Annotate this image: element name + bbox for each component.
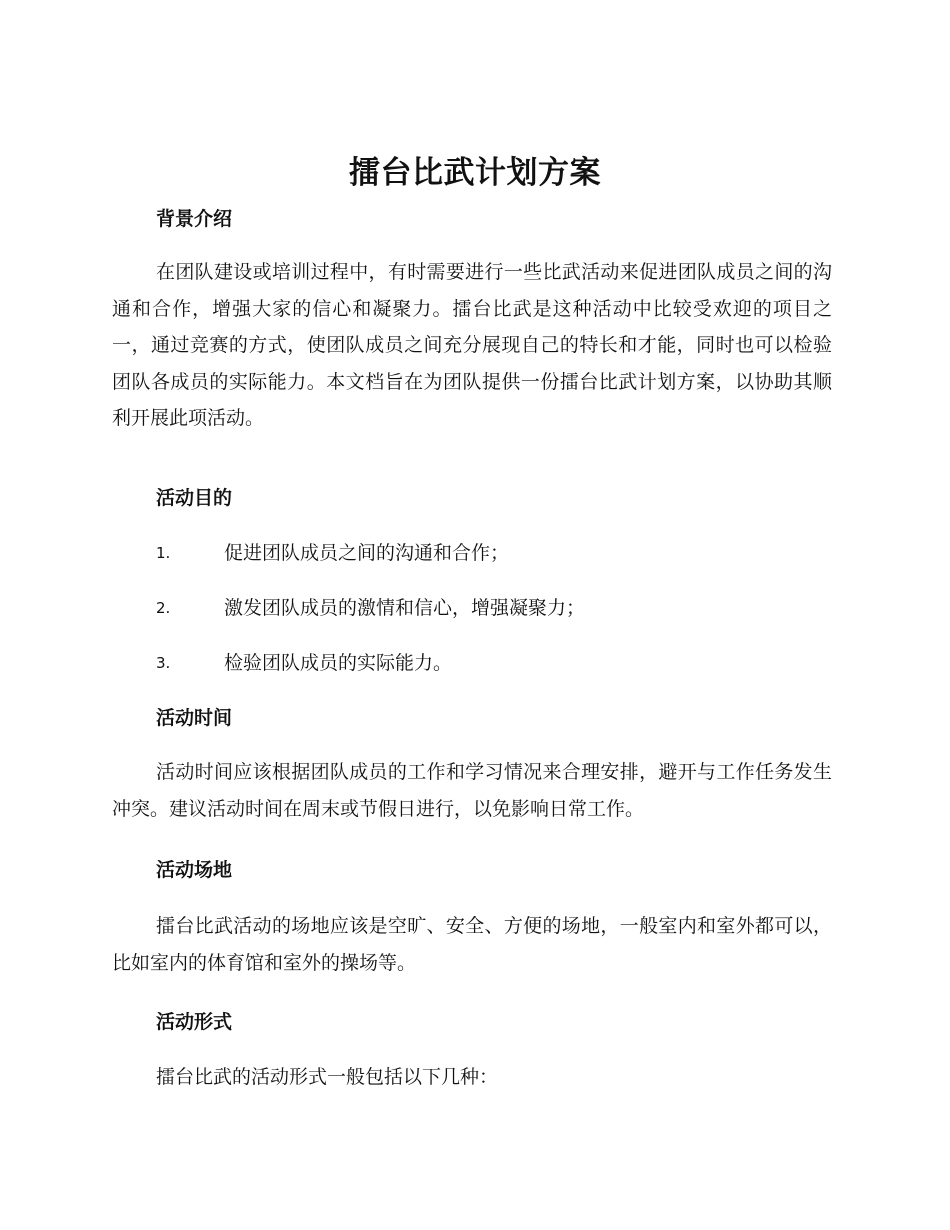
document-title: 擂台比武计划方案 xyxy=(349,155,601,191)
list-text: 促进团队成员之间的沟通和合作； xyxy=(224,542,510,564)
list-text: 激发团队成员的激情和信心，增强凝聚力； xyxy=(224,597,586,619)
list-number: 1. xyxy=(156,544,171,562)
paragraph-format: 擂台比武的活动形式一般包括以下几种： xyxy=(156,1066,499,1088)
heading-purpose: 活动目的 xyxy=(156,487,233,509)
paragraph-background: 在团队建设或培训过程中，有时需要进行一些比武活动来促进团队成员之间的沟通和合作，增强大家的信心和凝聚力。擂台比武是这种活动中比较受欢迎的项目之一，通过竞赛的方式，使团队成员之间充分展现自己的特长和才能，同时也可以检验团队各成员的实际能力。本文档旨在为团队提供一份擂台比武计划方案，以协助其顺利开展此项活动。 xyxy=(112,261,832,429)
heading-background: 背景介绍 xyxy=(156,208,233,230)
list-text: 检验团队成员的实际能力。 xyxy=(224,652,453,674)
heading-format: 活动形式 xyxy=(156,1011,233,1033)
paragraph-venue: 擂台比武活动的场地应该是空旷、安全、方便的场地，一般室内和室外都可以，比如室内的体育馆和室外的操场等。 xyxy=(112,915,832,974)
list-number: 2. xyxy=(156,599,171,617)
heading-time: 活动时间 xyxy=(156,707,233,729)
heading-venue: 活动场地 xyxy=(156,859,233,881)
list-number: 3. xyxy=(156,654,171,672)
paragraph-time: 活动时间应该根据团队成员的工作和学习情况来合理安排，避开与工作任务发生冲突。建议活动时间在周末或节假日进行，以免影响日常工作。 xyxy=(112,761,832,820)
